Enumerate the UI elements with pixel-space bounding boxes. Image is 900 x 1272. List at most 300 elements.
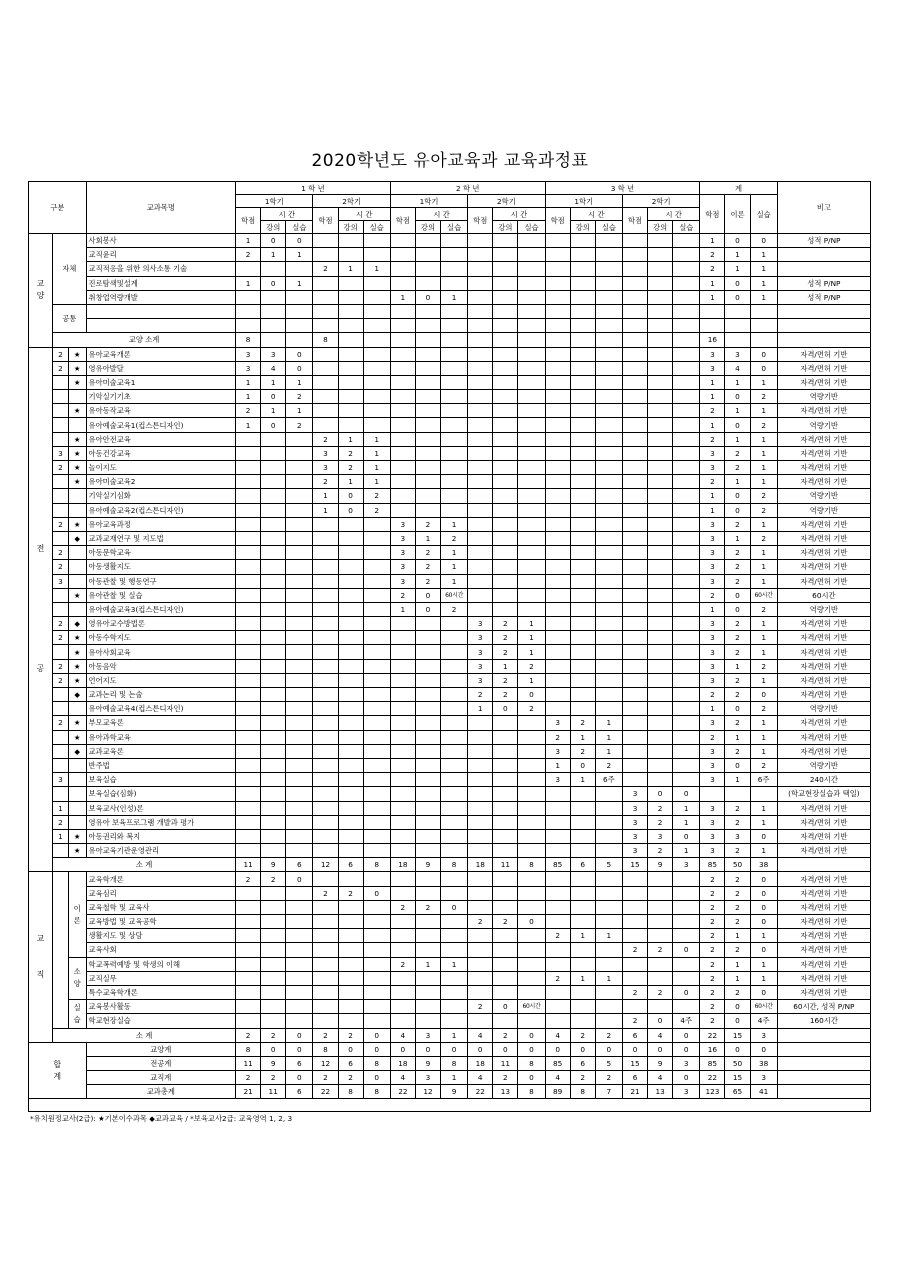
value-cell: 0 (725, 1014, 750, 1028)
value-cell (286, 716, 313, 730)
value-cell (493, 844, 518, 858)
remark-cell: 자격/면허 기반 (777, 744, 870, 758)
value-cell (468, 773, 493, 787)
value-cell (493, 390, 518, 404)
value-cell (673, 688, 700, 702)
value-cell (363, 602, 390, 616)
value-cell (493, 432, 518, 446)
value-cell: 18 (390, 1056, 415, 1070)
lecture-label: 강의 (648, 221, 673, 234)
value-cell (338, 631, 363, 645)
remark-cell: 자격/면허 기반 (777, 872, 870, 886)
header-course: 교과목명 (86, 182, 236, 234)
value-cell (468, 602, 493, 616)
value-cell (468, 375, 493, 389)
remark-cell: 역량기반 (777, 489, 870, 503)
value-cell (570, 915, 595, 929)
remark-cell: 자격/면허 기반 (777, 886, 870, 900)
value-cell: 0 (725, 390, 750, 404)
value-cell (518, 390, 545, 404)
remark-cell: 자격/면허 기반 (777, 957, 870, 971)
value-cell (261, 943, 286, 957)
table-row (29, 985, 871, 999)
value-cell (648, 319, 673, 333)
value-cell (286, 659, 313, 673)
value-cell (545, 787, 570, 801)
table-row (29, 361, 871, 375)
value-cell (622, 702, 647, 716)
value-cell (493, 531, 518, 545)
value-cell: 22 (390, 1085, 415, 1099)
value-cell (545, 319, 570, 333)
remark-cell: 240시간 (777, 773, 870, 787)
value-cell (622, 758, 647, 772)
section-general (29, 234, 53, 348)
value-cell: 1 (750, 475, 777, 489)
value-cell (595, 886, 622, 900)
value-cell (570, 673, 595, 687)
track-mark: 2 (53, 631, 69, 645)
course-name: 교육방법 및 교육공학 (86, 915, 236, 929)
value-cell (261, 787, 286, 801)
value-cell (313, 1014, 338, 1028)
value-cell (518, 347, 545, 361)
value-cell (518, 432, 545, 446)
value-cell (390, 915, 415, 929)
value-cell (390, 234, 415, 248)
value-cell (648, 886, 673, 900)
table-row (29, 375, 871, 389)
value-cell: 2 (493, 688, 518, 702)
value-cell (468, 546, 493, 560)
course-name: 교과논리 및 논술 (86, 688, 236, 702)
value-cell (570, 872, 595, 886)
value-cell: 2 (595, 1028, 622, 1042)
remark-cell: 자격/면허 기반 (777, 432, 870, 446)
value-cell: 85 (545, 858, 570, 872)
value-cell: 2 (313, 262, 338, 276)
value-cell: 85 (545, 1056, 570, 1070)
value-cell (545, 1000, 570, 1014)
value-cell: 3 (545, 773, 570, 787)
value-cell (518, 262, 545, 276)
value-cell (441, 390, 468, 404)
value-cell (363, 234, 390, 248)
value-cell: 4 (390, 1028, 415, 1042)
value-cell (363, 801, 390, 815)
value-cell (570, 319, 595, 333)
value-cell (415, 432, 440, 446)
course-name: 유아예술교육1(컵스튼디자인) (86, 418, 236, 432)
value-cell (415, 801, 440, 815)
value-cell (595, 390, 622, 404)
value-cell (286, 801, 313, 815)
value-cell: 1 (750, 560, 777, 574)
value-cell (518, 985, 545, 999)
value-cell (468, 461, 493, 475)
value-cell: 1 (493, 659, 518, 673)
value-cell: 2 (725, 985, 750, 999)
value-cell: 4 (545, 1028, 570, 1042)
value-cell: 1 (236, 418, 261, 432)
value-cell (545, 375, 570, 389)
value-cell (390, 617, 415, 631)
value-cell (236, 319, 261, 333)
value-cell (261, 546, 286, 560)
section-totals (29, 1042, 87, 1099)
value-cell: 3 (700, 801, 725, 815)
value-cell (468, 801, 493, 815)
value-cell: 3 (700, 631, 725, 645)
value-cell (313, 815, 338, 829)
value-cell (390, 829, 415, 843)
value-cell (261, 319, 286, 333)
value-cell: 0 (673, 985, 700, 999)
value-cell (570, 432, 595, 446)
value-cell: 0 (545, 1042, 570, 1056)
value-cell (313, 588, 338, 602)
course-name (86, 304, 236, 318)
value-cell: 2 (595, 1071, 622, 1085)
semester-label: 2학기 (468, 195, 545, 208)
value-cell (313, 730, 338, 744)
value-cell: 1 (570, 730, 595, 744)
value-cell (313, 234, 338, 248)
table-row (29, 744, 871, 758)
value-cell (261, 702, 286, 716)
value-cell (313, 943, 338, 957)
value-cell: 2 (725, 673, 750, 687)
value-cell (545, 304, 570, 318)
value-cell (338, 730, 363, 744)
lecture-label: 강의 (261, 221, 286, 234)
value-cell: 2 (236, 1071, 261, 1085)
value-cell: 2 (700, 475, 725, 489)
value-cell (468, 929, 493, 943)
value-cell: 2 (545, 730, 570, 744)
value-cell: 2 (338, 446, 363, 460)
value-cell (313, 645, 338, 659)
value-cell (673, 248, 700, 262)
track-mark (53, 531, 69, 545)
table-row (29, 304, 871, 318)
value-cell (363, 787, 390, 801)
value-cell (286, 475, 313, 489)
vertical-label: 실 습 (73, 1002, 81, 1024)
value-cell (236, 1000, 261, 1014)
value-cell: 2 (313, 1071, 338, 1085)
value-cell (286, 900, 313, 914)
remark-cell: 자격/면허 기반 (777, 546, 870, 560)
value-cell (545, 588, 570, 602)
value-cell (363, 645, 390, 659)
value-cell: 1 (700, 503, 725, 517)
value-cell: 0 (725, 588, 750, 602)
value-cell (622, 517, 647, 531)
value-cell: 1 (750, 673, 777, 687)
value-cell: 1 (750, 248, 777, 262)
course-name: 유아안전교육 (86, 432, 236, 446)
value-cell (673, 262, 700, 276)
value-cell (648, 546, 673, 560)
remark-cell (777, 1071, 870, 1085)
value-cell (286, 432, 313, 446)
total-label: 교양계 (86, 1042, 236, 1056)
value-cell: 0 (673, 1042, 700, 1056)
value-cell: 8 (363, 1056, 390, 1070)
value-cell: 22 (700, 1071, 725, 1085)
value-cell (648, 475, 673, 489)
value-cell (441, 985, 468, 999)
value-cell (415, 985, 440, 999)
value-cell (673, 475, 700, 489)
value-cell (415, 915, 440, 929)
value-cell (518, 361, 545, 375)
total-row (29, 1071, 871, 1085)
course-mark: ◆ (68, 617, 86, 631)
value-cell (261, 1014, 286, 1028)
value-cell (313, 985, 338, 999)
table-row (29, 730, 871, 744)
value-cell (363, 347, 390, 361)
course-name: 사회봉사 (86, 234, 236, 248)
value-cell: 1 (750, 645, 777, 659)
value-cell (595, 418, 622, 432)
value-cell (363, 531, 390, 545)
value-cell: 3 (700, 361, 725, 375)
table-row (29, 588, 871, 602)
value-cell (518, 503, 545, 517)
value-cell: 1 (518, 617, 545, 631)
value-cell (286, 957, 313, 971)
value-cell (441, 432, 468, 446)
value-cell (545, 688, 570, 702)
value-cell (286, 574, 313, 588)
value-cell: 2 (338, 1028, 363, 1042)
course-mark: ★ (68, 404, 86, 418)
value-cell: 2 (700, 943, 725, 957)
value-cell (648, 489, 673, 503)
value-cell (390, 929, 415, 943)
value-cell: 0 (261, 1042, 286, 1056)
value-cell (493, 602, 518, 616)
value-cell (673, 872, 700, 886)
value-cell (545, 815, 570, 829)
value-cell: 0 (725, 418, 750, 432)
value-cell (493, 461, 518, 475)
value-cell (236, 829, 261, 843)
value-cell (570, 361, 595, 375)
course-name: 특수교육학개론 (86, 985, 236, 999)
value-cell: 11 (236, 858, 261, 872)
value-cell (261, 446, 286, 460)
value-cell: 2 (725, 688, 750, 702)
track-mark (53, 758, 69, 772)
value-cell (363, 844, 390, 858)
value-cell: 0 (595, 1042, 622, 1056)
value-cell (673, 432, 700, 446)
value-cell (493, 248, 518, 262)
value-cell (622, 347, 647, 361)
value-cell (570, 262, 595, 276)
value-cell (261, 262, 286, 276)
value-cell (286, 815, 313, 829)
value-cell: 0 (673, 1028, 700, 1042)
value-cell (390, 985, 415, 999)
value-cell (390, 446, 415, 460)
table-row (29, 929, 871, 943)
value-cell (261, 588, 286, 602)
value-cell (493, 957, 518, 971)
course-name: 학교폭력예방 및 학생의 이해 (86, 957, 236, 971)
value-cell: 12 (415, 1085, 440, 1099)
value-cell (570, 801, 595, 815)
table-row (29, 673, 871, 687)
value-cell: 3 (700, 617, 725, 631)
value-cell (313, 390, 338, 404)
value-cell: 0 (750, 347, 777, 361)
value-cell (313, 915, 338, 929)
value-cell (545, 390, 570, 404)
value-cell (415, 758, 440, 772)
remark-cell: 성적 P/NP (777, 290, 870, 304)
value-cell: 1 (363, 262, 390, 276)
value-cell: 2 (725, 446, 750, 460)
value-cell (518, 787, 545, 801)
course-mark (68, 773, 86, 787)
value-cell (673, 588, 700, 602)
value-cell (622, 588, 647, 602)
course-mark: ★ (68, 844, 86, 858)
value-cell (286, 773, 313, 787)
value-cell (441, 234, 468, 248)
value-cell: 0 (725, 489, 750, 503)
value-cell (236, 971, 261, 985)
value-cell: 2 (700, 971, 725, 985)
value-cell (363, 375, 390, 389)
value-cell (286, 290, 313, 304)
value-cell: 2 (648, 985, 673, 999)
value-cell: 3 (700, 446, 725, 460)
value-cell (236, 588, 261, 602)
value-cell (648, 517, 673, 531)
value-cell (286, 787, 313, 801)
value-cell: 1 (441, 560, 468, 574)
value-cell: 0 (518, 1042, 545, 1056)
table-row (29, 688, 871, 702)
value-cell: 1 (518, 645, 545, 659)
value-cell (415, 744, 440, 758)
value-cell (648, 418, 673, 432)
value-cell (622, 688, 647, 702)
value-cell (595, 290, 622, 304)
value-cell: 3 (700, 829, 725, 843)
value-cell (468, 900, 493, 914)
value-cell (441, 943, 468, 957)
value-cell (286, 517, 313, 531)
value-cell (441, 347, 468, 361)
value-cell (570, 390, 595, 404)
value-cell (286, 546, 313, 560)
value-cell: 0 (286, 347, 313, 361)
value-cell: 6 (622, 1071, 647, 1085)
value-cell: 3 (673, 1085, 700, 1099)
value-cell: 0 (338, 489, 363, 503)
course-name: 취창업역량개발 (86, 290, 236, 304)
value-cell (673, 276, 700, 290)
value-cell: 1 (750, 730, 777, 744)
value-cell: 0 (750, 688, 777, 702)
value-cell (313, 773, 338, 787)
value-cell (261, 489, 286, 503)
value-cell (622, 375, 647, 389)
value-cell (648, 560, 673, 574)
value-cell (595, 702, 622, 716)
value-cell (390, 404, 415, 418)
value-cell (286, 915, 313, 929)
track-mark (53, 489, 69, 503)
value-cell (441, 276, 468, 290)
value-cell (648, 1000, 673, 1014)
value-cell: 11 (493, 1056, 518, 1070)
value-cell (725, 333, 750, 347)
track-mark: 2 (53, 673, 69, 687)
value-cell: 1 (363, 475, 390, 489)
value-cell: 2 (493, 673, 518, 687)
value-cell (493, 971, 518, 985)
value-cell (648, 290, 673, 304)
value-cell (595, 517, 622, 531)
value-cell (570, 546, 595, 560)
value-cell: 2 (415, 546, 440, 560)
total-credit-label: 학점 (700, 195, 725, 234)
value-cell: 8 (313, 333, 338, 347)
value-cell (415, 446, 440, 460)
remark-cell: 자격/면허 기반 (777, 801, 870, 815)
lecture-label: 강의 (493, 221, 518, 234)
value-cell (415, 248, 440, 262)
value-cell (363, 872, 390, 886)
value-cell (595, 503, 622, 517)
value-cell: 0 (725, 758, 750, 772)
section-teaching (29, 872, 53, 1042)
value-cell (286, 730, 313, 744)
value-cell (468, 744, 493, 758)
value-cell: 2 (313, 1028, 338, 1042)
value-cell (622, 531, 647, 545)
value-cell: 1 (750, 546, 777, 560)
value-cell: 60시간 (518, 1000, 545, 1014)
value-cell: 2 (415, 574, 440, 588)
value-cell (338, 333, 363, 347)
value-cell (468, 390, 493, 404)
value-cell (261, 915, 286, 929)
value-cell (441, 304, 468, 318)
value-cell (286, 531, 313, 545)
value-cell: 15 (725, 1028, 750, 1042)
value-cell: 2 (648, 844, 673, 858)
course-mark (68, 546, 86, 560)
value-cell (648, 375, 673, 389)
course-mark (68, 758, 86, 772)
track-mark (53, 503, 69, 517)
value-cell: 2 (441, 602, 468, 616)
value-cell: 4 (648, 1028, 673, 1042)
value-cell (493, 290, 518, 304)
value-cell: 21 (622, 1085, 647, 1099)
table-row (29, 574, 871, 588)
value-cell: 1 (363, 446, 390, 460)
